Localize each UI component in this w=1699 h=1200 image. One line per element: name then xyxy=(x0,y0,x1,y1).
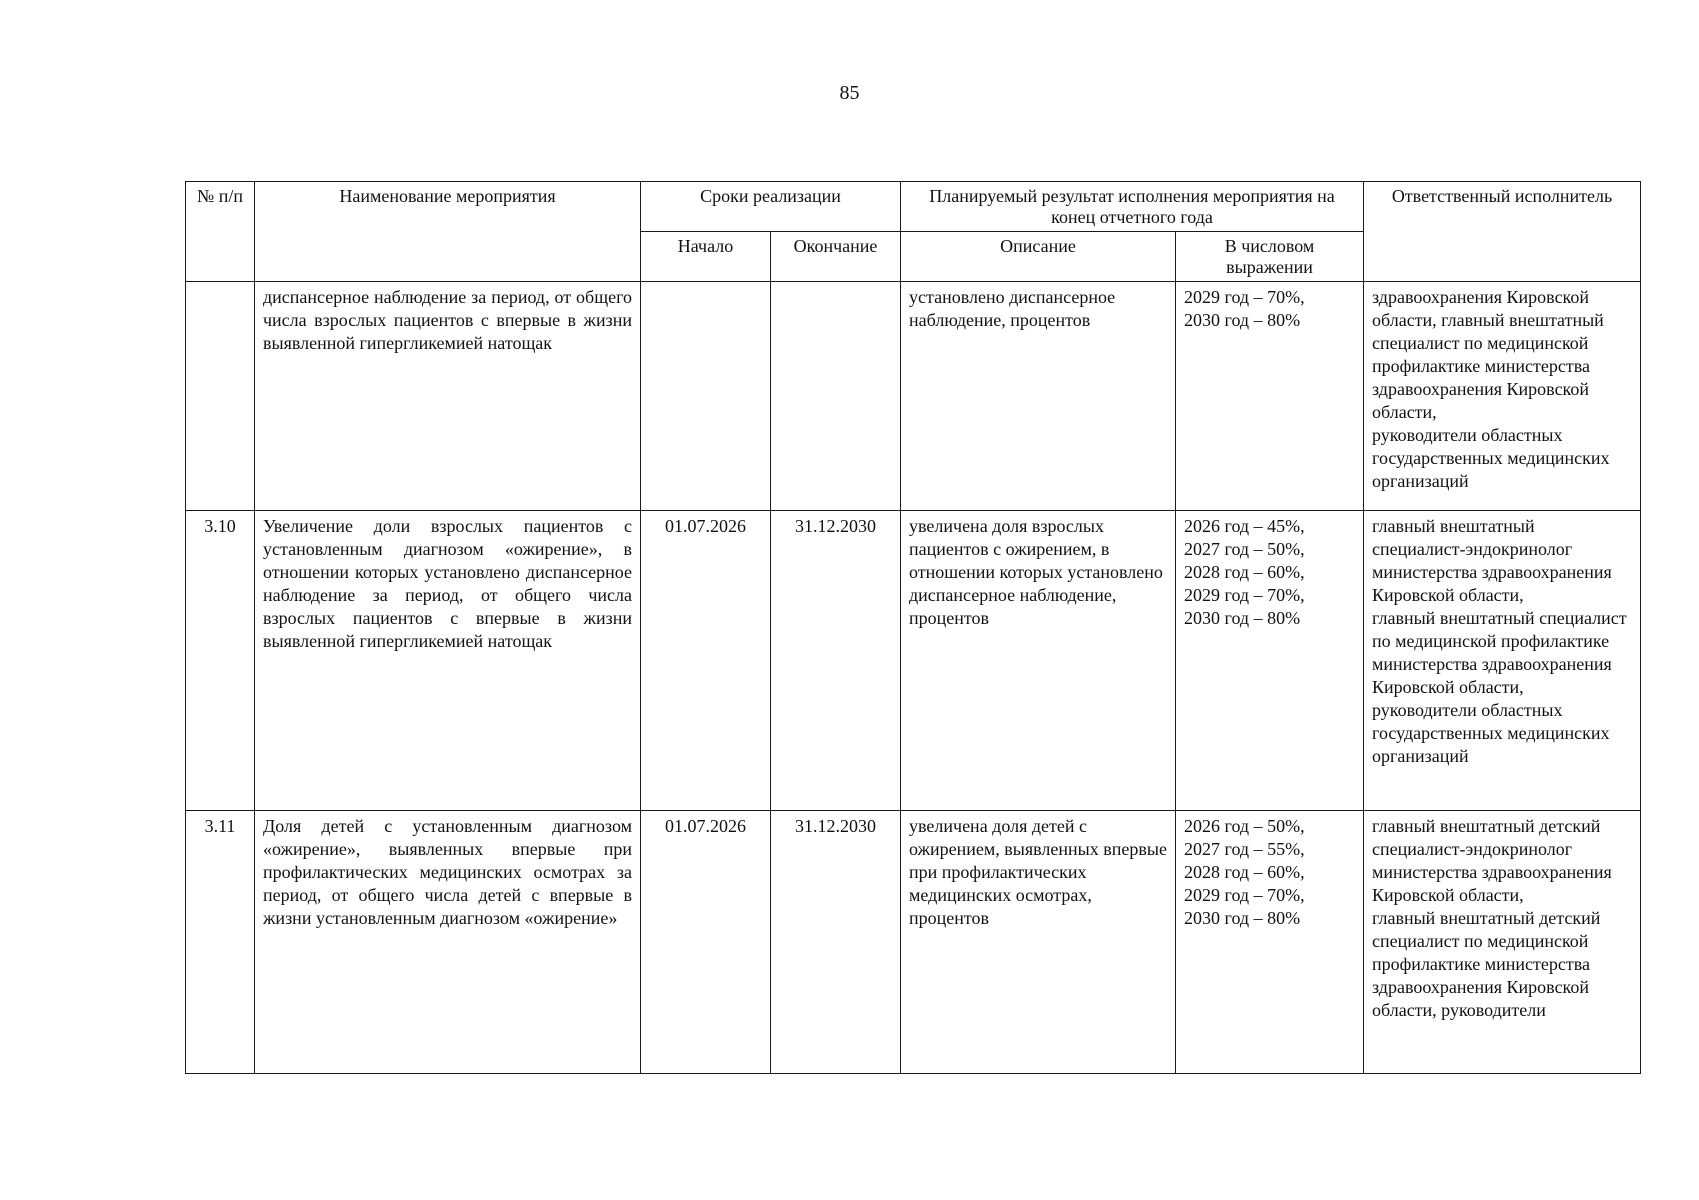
row-name: Увеличение доли взрослых пациентов с установленным диагнозом «ожирение», в отношении которых установлено диспансерное наблюдение за период, от общего числа взрослых пациентов с впервые в жизни выявленной гипергликемией натощак xyxy=(255,511,641,811)
header-name: Наименование мероприятия xyxy=(255,182,641,282)
header-responsible: Ответственный исполнитель xyxy=(1364,182,1641,282)
row-description: установлено диспансерное наблюдение, процентов xyxy=(901,282,1176,511)
header-start: Начало xyxy=(641,232,771,282)
table-header-row xyxy=(186,182,1641,232)
row-name: Доля детей с установленным диагнозом «ожирение», выявленных впервые при профилактических медицинских осмотрах за период, от общего числа детей с впервые в жизни установленным диагнозом «ожирение» xyxy=(255,811,641,1074)
row-description: увеличена доля взрослых пациентов с ожирением, в отношении которых установлено диспансерное наблюдение, процентов xyxy=(901,511,1176,811)
table-row xyxy=(186,811,1641,1074)
row-numeric: 2026 год – 45%, 2027 год – 50%, 2028 год – 60%, 2029 год – 70%, 2030 год – 80% xyxy=(1176,511,1364,811)
row-numeric: 2029 год – 70%, 2030 год – 80% xyxy=(1176,282,1364,511)
row-end xyxy=(771,282,901,511)
row-responsible: главный внештатный специалист-эндокринолог министерства здравоохранения Кировской области, главный внештатный специалист по медицинской профилактике министерства здравоохранения Кировской области, руководители областных государственных медицинских организаций xyxy=(1364,511,1641,811)
row-start xyxy=(641,282,771,511)
header-description: Описание xyxy=(901,232,1176,282)
action-plan-table xyxy=(185,181,1641,1074)
row-num xyxy=(186,282,255,511)
row-num: 3.10 xyxy=(186,511,255,811)
row-responsible: здравоохранения Кировской области, главный внештатный специалист по медицинской профилактике министерства здравоохранения Кировской области, руководители областных государственных медицинских организаций xyxy=(1364,282,1641,511)
row-responsible: главный внештатный детский специалист-эндокринолог министерства здравоохранения Кировской области, главный внештатный детский специалист по медицинской профилактике министерства здравоохранения Кировской области, руководители xyxy=(1364,811,1641,1074)
row-start: 01.07.2026 xyxy=(641,811,771,1074)
table-row xyxy=(186,282,1641,511)
header-period: Сроки реализации xyxy=(641,182,901,232)
header-num: № п/п xyxy=(186,182,255,282)
row-start: 01.07.2026 xyxy=(641,511,771,811)
row-end: 31.12.2030 xyxy=(771,511,901,811)
row-name: диспансерное наблюдение за период, от общего числа взрослых пациентов с впервые в жизни выявленной гипергликемией натощак xyxy=(255,282,641,511)
header-end: Окончание xyxy=(771,232,901,282)
table-row xyxy=(186,511,1641,811)
header-result: Планируемый результат исполнения мероприятия на конец отчетного года xyxy=(901,182,1364,232)
page-number: 85 xyxy=(839,82,860,104)
header-numeric: В числовом выражении xyxy=(1176,232,1364,282)
row-end: 31.12.2030 xyxy=(771,811,901,1074)
row-num: 3.11 xyxy=(186,811,255,1074)
row-description: увеличена доля детей с ожирением, выявленных впервые при профилактических медицинских осмотрах, процентов xyxy=(901,811,1176,1074)
row-numeric: 2026 год – 50%, 2027 год – 55%, 2028 год – 60%, 2029 год – 70%, 2030 год – 80% xyxy=(1176,811,1364,1074)
